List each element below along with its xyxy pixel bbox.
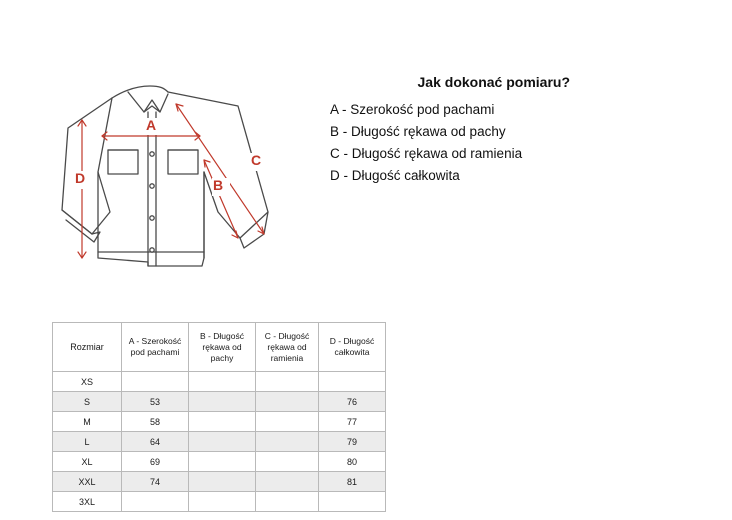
shirt-diagram [52,62,322,272]
cell-size: 3XL [53,492,122,512]
table-row [53,452,386,472]
label-d: D [75,170,86,186]
table-row [53,412,386,432]
header-a: A - Szerokość pod pachami [122,323,189,372]
cell-b [189,392,256,412]
size-table [52,322,386,512]
cell-c [256,452,319,472]
cell-a: 53 [122,392,189,412]
cell-b [189,432,256,452]
table-row [53,432,386,452]
cell-size: XS [53,372,122,392]
cell-c [256,492,319,512]
table-row [53,392,386,412]
cell-size: S [53,392,122,412]
cell-d [319,372,386,392]
legend-line-a: A - Szerokość pod pachami [330,102,495,117]
header-b: B - Długość rękawa od pachy [189,323,256,372]
cell-a: 58 [122,412,189,432]
table-row [53,492,386,512]
label-a: A [146,117,157,133]
legend-title: Jak dokonać pomiaru? [417,74,570,90]
cell-c [256,392,319,412]
cell-size: XXL [53,472,122,492]
cell-size: M [53,412,122,432]
cell-d: 76 [319,392,386,412]
legend-line-c: C - Długość rękawa od ramienia [330,146,523,161]
table-row [53,372,386,392]
cell-b [189,452,256,472]
cell-c [256,412,319,432]
cell-d: 80 [319,452,386,472]
legend-line-d: D - Długość całkowita [330,168,460,183]
cell-b [189,492,256,512]
table-row [53,472,386,492]
cell-a: 64 [122,432,189,452]
legend-line-b: B - Długość rękawa od pachy [330,124,506,139]
cell-a: 74 [122,472,189,492]
cell-c [256,432,319,452]
cell-d: 79 [319,432,386,452]
table-header-row [53,323,386,372]
cell-a [122,372,189,392]
label-c: C [251,152,262,168]
cell-size: L [53,432,122,452]
cell-c [256,372,319,392]
cell-d: 77 [319,412,386,432]
cell-b [189,412,256,432]
header-d: D - Długość całkowita [319,323,386,372]
cell-d: 81 [319,472,386,492]
cell-a: 69 [122,452,189,472]
size-table-container [52,322,385,512]
cell-size: XL [53,452,122,472]
cell-a [122,492,189,512]
cell-b [189,472,256,492]
header-size: Rozmiar [53,323,122,372]
header-c: C - Długość rękawa od ramienia [256,323,319,372]
cell-d [319,492,386,512]
measurement-legend [330,74,720,187]
label-b: B [213,177,224,193]
cell-b [189,372,256,392]
cell-c [256,472,319,492]
